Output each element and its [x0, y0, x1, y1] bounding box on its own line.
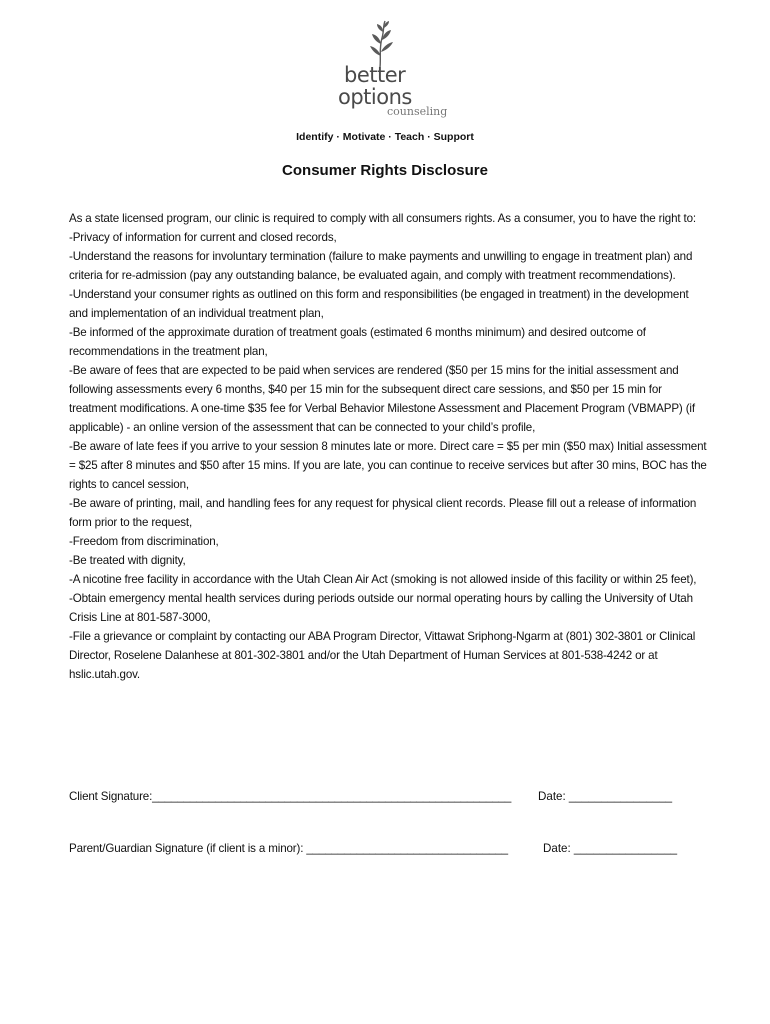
right-item: -Be aware of printing, mail, and handling fees for any request for physical client records. Please fill out a release of information form prior to the request, [69, 497, 697, 529]
right-item: -Be treated with dignity, [69, 554, 186, 567]
right-item: -File a grievance or complaint by contacting our ABA Program Director, Vittawat Sriphong-Ngarm at (801) 302-3801 or Clinical Director, Roselene Dalanhese at 801-302-3801 and/or the Utah Department of Human Services at 801-538-4242 or at hslic.utah.gov. [69, 630, 696, 681]
disclosure-body [69, 209, 709, 684]
right-item: -Understand your consumer rights as outlined on this form and responsibilities (be engaged in treatment) in the development and implementation of an individual treatment plan, [69, 288, 689, 320]
right-item: -Obtain emergency mental health services during periods outside our normal operating hours by calling the University of Utah Crisis Line at 801-587-3000, [69, 592, 693, 624]
tagline: Identify · Motivate · Teach · Support [296, 131, 474, 143]
right-item: -Understand the reasons for involuntary termination (failure to make payments and unwilling to engage in treatment plan) and criteria for re-admission (pay any outstanding balance, be evaluated again, and comply with treatment recommendations). [69, 250, 693, 282]
client-date-line[interactable]: Date: ________________ [538, 790, 673, 803]
plant-logo-icon [366, 20, 396, 68]
client-signature-line[interactable]: Client Signature:_________________________________________________________ [69, 790, 512, 803]
right-item: -Privacy of information for current and closed records, [69, 231, 337, 244]
parent-signature-line[interactable]: Parent/Guardian Signature (if client is a minor): ________________________________ [69, 842, 508, 855]
parent-date-line[interactable]: Date: ________________ [543, 842, 678, 855]
company-logo [336, 20, 446, 124]
logo-text-counseling: counseling [387, 105, 448, 118]
logo-text-options: options [338, 85, 412, 109]
right-item: -Be aware of late fees if you arrive to your session 8 minutes late or more. Direct care = $5 per min ($50 max) Initial assessment = $25 after 8 minutes and $50 after 15 mins. If you are late, you can continue to receive services but after 30 mins, BOC has the rights to cancel session, [69, 440, 707, 491]
right-item: -Freedom from discrimination, [69, 535, 219, 548]
intro-paragraph: As a state licensed program, our clinic is required to comply with all consumers rights. As a consumer, you to have the right to: [69, 212, 696, 225]
right-item: -Be informed of the approximate duration of treatment goals (estimated 6 months minimum) and desired outcome of recommendations in the treatment plan, [69, 326, 646, 358]
right-item: -A nicotine free facility in accordance with the Utah Clean Air Act (smoking is not allowed inside of this facility or within 25 feet), [69, 573, 697, 586]
logo-text-better: better [344, 63, 406, 87]
document-title: Consumer Rights Disclosure [282, 162, 488, 179]
right-item: -Be aware of fees that are expected to be paid when services are rendered ($50 per 15 mins for the initial assessment and following assessments every 6 months, $40 per 15 min for the subsequent direct care sessions, and $50 per 15 min for treatment modifications. A one-time $35 fee for Verbal Behavior Milestone Assessment and Placement Program (VBMAPP) (if applicable) - an online version of the assessment that can be connected to your child’s profile, [69, 364, 695, 434]
